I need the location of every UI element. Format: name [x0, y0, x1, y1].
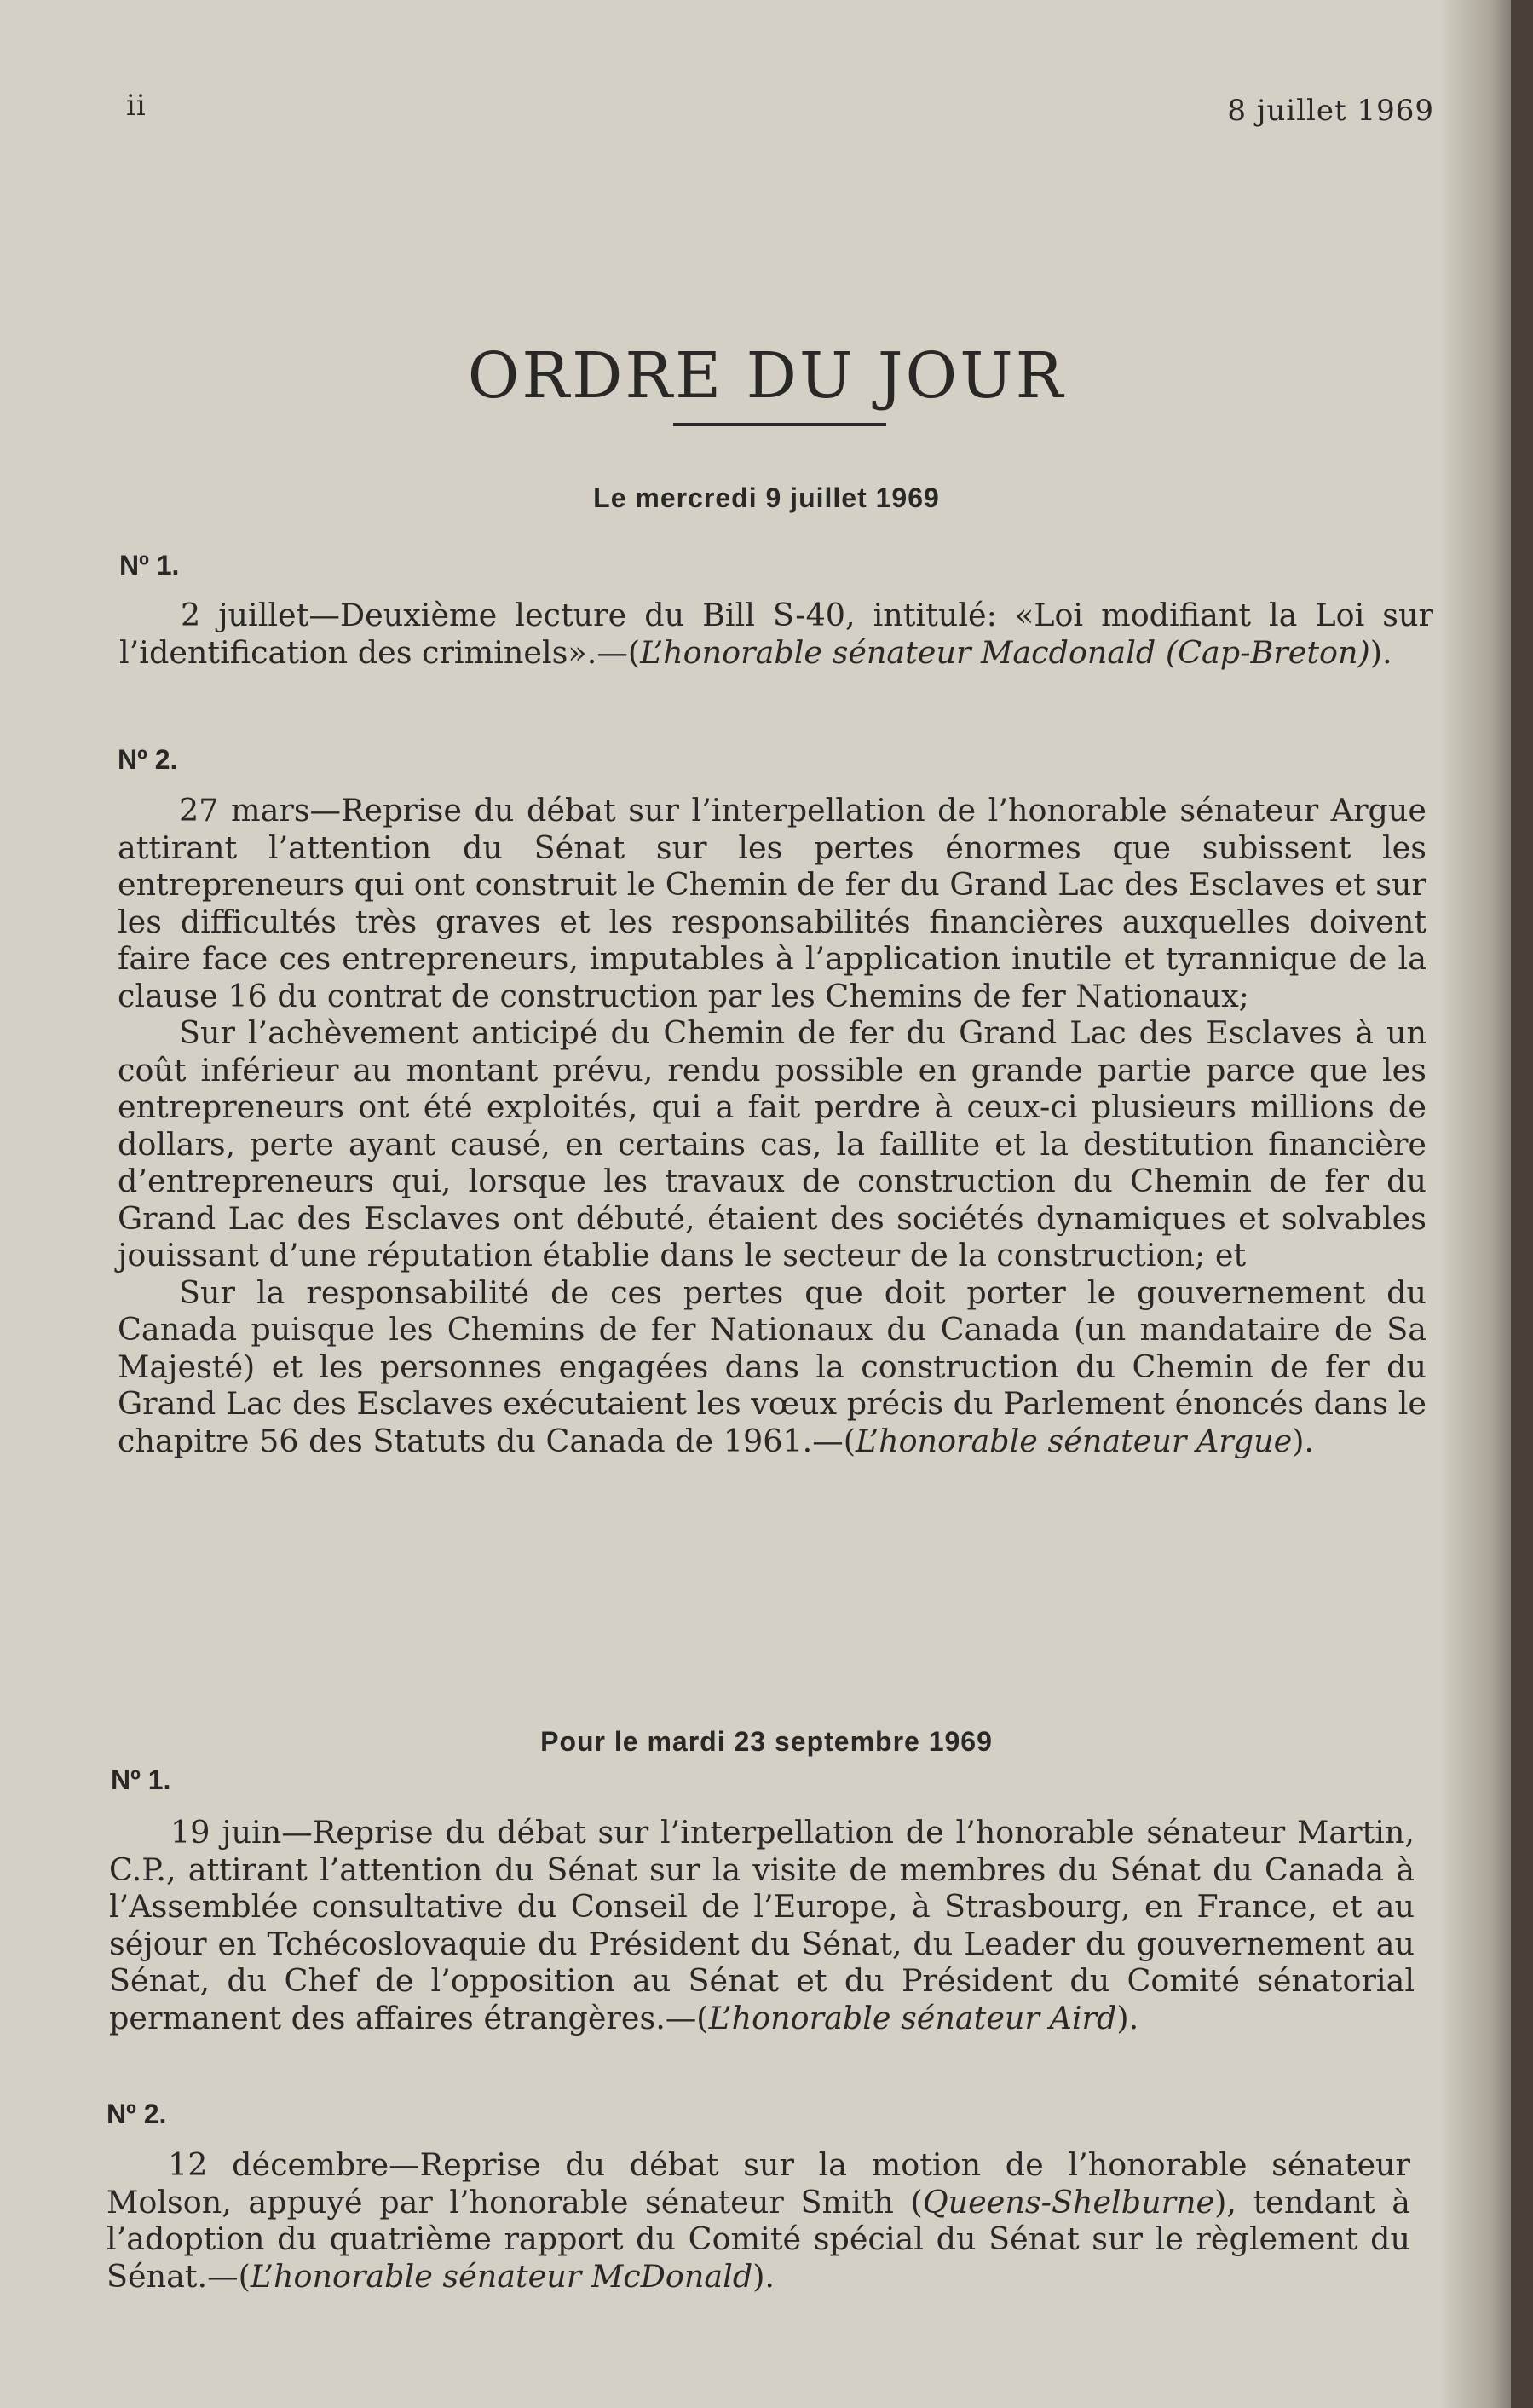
item-number: Nº 1. — [111, 1764, 171, 1795]
agenda-paragraph: 12 décembre—Reprise du débat sur la motion de l’honorable sénateur Molson, appuyé par l’honorable sénateur Smith (Queens-Shelburne), tendant à l’adoption du quatrième rapport du Comité spécial du Sénat sur le règlement du Sénat.—(L’honorable sénateur McDonald). — [107, 2146, 1410, 2295]
agenda-item-text — [119, 597, 1433, 671]
agenda-item-text — [109, 1814, 1415, 2036]
senator-attribution: L’honorable sénateur McDonald — [250, 2257, 753, 2295]
agenda-paragraph: 27 mars—Reprise du débat sur l’interpellation de l’honorable sénateur Argue attirant l’attention du Sénat sur les pertes énormes que subissent les entrepreneurs qui ont construit le Chemin de fer du Grand Lac des Esclaves et sur les difficultés très graves et les responsabilités financières auxquelles doivent faire face ces entrepreneurs, imputables à l’application inutile et tyrannique de la clause 16 du contrat de construction par les Chemins de fer Nationaux; — [118, 792, 1426, 1014]
item-number: Nº 1. — [119, 550, 180, 580]
senator-attribution: L’honorable sénateur Argue — [855, 1422, 1293, 1459]
agenda-item-text — [107, 2146, 1410, 2295]
page-date: 8 juillet 1969 — [1227, 94, 1434, 128]
agenda-item-text — [118, 792, 1426, 1459]
section-date-heading: Le mercredi 9 juillet 1969 — [593, 482, 940, 513]
item-number: Nº 2. — [118, 744, 178, 775]
agenda-paragraph: 19 juin—Reprise du débat sur l’interpellation de l’honorable sénateur Martin, C.P., attirant l’attention du Sénat sur la visite de membres du Sénat du Canada à l’Assemblée consultative du Conseil de l’Europe, à Strasbourg, en France, et au séjour en Tchécoslovaquie du Président du Sénat, du Leader du gouvernement au Sénat, du Chef de l’opposition au Sénat et du Président du Comité sénatorial permanent des affaires étrangères.—(L’honorable sénateur Aird). — [109, 1814, 1415, 2036]
senator-attribution: L’honorable sénateur Macdonald (Cap-Breton) — [640, 633, 1370, 671]
agenda-paragraph: Sur l’achèvement anticipé du Chemin de fer du Grand Lac des Esclaves à un coût inférieur au montant prévu, rendu possible en grande partie parce que les entrepreneurs ont été exploités, qui a fait perdre à ceux-ci plusieurs millions de dollars, perte ayant causé, en certains cas, la faillite et la destitution financière d’entrepreneurs qui, lorsque les travaux de construction du Chemin de fer du Grand Lac des Esclaves ont débuté, étaient des sociétés dynamiques et solvables jouissant d’une réputation établie dans le secteur de la construction; et — [118, 1014, 1426, 1273]
page-number: ii — [126, 89, 147, 123]
senator-attribution: L’honorable sénateur Aird — [708, 1999, 1117, 2036]
riding-name: Queens-Shelburne — [922, 2183, 1215, 2220]
item-number: Nº 2. — [107, 2099, 167, 2129]
page-title: ORDRE DU JOUR — [467, 338, 1066, 413]
agenda-paragraph: 2 juillet—Deuxième lecture du Bill S-40, intitulé: «Loi modifiant la Loi sur l’identification des criminels».—(L’honorable sénateur Macdonald (Cap-Breton)). — [119, 597, 1433, 671]
title-divider — [673, 423, 886, 426]
agenda-paragraph: Sur la responsabilité de ces pertes que doit porter le gouvernement du Canada puisque les Chemins de fer Nationaux du Canada (un mandataire de Sa Majesté) et les personnes engagées dans la construction du Chemin de fer du Grand Lac des Esclaves exécutaient les vœux précis du Parlement énoncés dans le chapitre 56 des Statuts du Canada de 1961.—(L’honorable sénateur Argue). — [118, 1273, 1426, 1459]
section-date-heading: Pour le mardi 23 septembre 1969 — [540, 1726, 993, 1757]
